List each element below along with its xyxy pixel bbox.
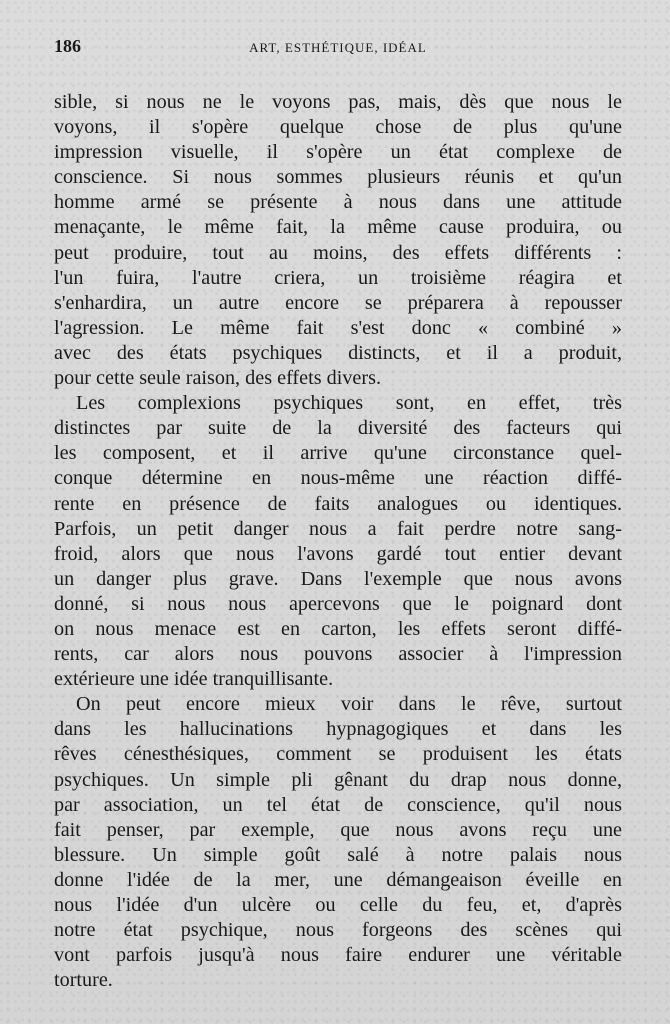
running-title: ART, ESTHÉTIQUE, IDÉAL xyxy=(249,40,427,55)
text-line: donné, si nous nous apercevons que le poignard dont xyxy=(54,592,622,615)
paragraph xyxy=(54,692,622,993)
text-line: fait penser, par exemple, que nous avons reçu une xyxy=(54,818,622,841)
text-line: peut produire, tout au moins, des effets différents : xyxy=(54,241,622,264)
text-line: dans les hallucinations hypnagogiques et dans les xyxy=(54,718,622,741)
text-line: conque détermine en nous-même une réaction diffé- xyxy=(54,467,622,490)
text-line: notre état psychique, nous forgeons des scènes qui xyxy=(54,919,622,942)
text-line: conscience. Si nous sommes plusieurs réunis et qu'un xyxy=(54,166,622,189)
text-line: rêves cénesthésiques, comment se produisent les états xyxy=(54,743,622,766)
text-line: un danger plus grave. Dans l'exemple que nous avons xyxy=(54,567,622,590)
body-text xyxy=(54,90,622,993)
page-header xyxy=(54,36,622,66)
text-line: par association, un tel état de conscience, qu'il nous xyxy=(54,793,622,816)
text-line: Parfois, un petit danger nous a fait perdre notre sang- xyxy=(54,517,622,540)
text-line: nous l'idée d'un ulcère ou celle du feu, et, d'après xyxy=(54,894,622,916)
text-line: froid, alors que nous l'avons gardé tout entier devant xyxy=(54,542,622,565)
text-line: psychiques. Un simple pli gênant du drap nous donne, xyxy=(54,768,622,791)
text-line: donne l'idée de la mer, une démangeaison éveille en xyxy=(54,868,622,891)
text-line: Les complexions psychiques sont, en effet, très xyxy=(76,392,622,415)
text-line: les composent, et il arrive qu'une circonstance quel- xyxy=(54,442,622,465)
text-line: on nous menace est en carton, les effets seront diffé- xyxy=(54,617,622,640)
text-line: l'un fuira, l'autre criera, un troisième réagira et xyxy=(54,266,622,289)
text-line: sible, si nous ne le voyons pas, mais, dès que nous le xyxy=(54,91,622,113)
text-line: pour cette seule raison, des effets divers. xyxy=(54,367,382,390)
text-line: rents, car alors nous pouvons associer à l'impression xyxy=(54,643,622,666)
text-line: impression visuelle, il s'opère un état complexe de xyxy=(54,141,622,164)
text-line: voyons, il s'opère quelque chose de plus qu'une xyxy=(54,116,622,139)
page-number: 186 xyxy=(54,36,81,56)
text-line: torture. xyxy=(54,969,113,992)
text-line: s'enhardira, un autre encore se préparera à repousser xyxy=(54,291,622,314)
text-line: rente en présence de faits analogues ou identiques. xyxy=(54,492,622,515)
text-line: menaçante, le même fait, la même cause produira, ou xyxy=(54,216,622,239)
text-line: homme armé se présente à nous dans une attitude xyxy=(54,191,622,214)
text-line: extérieure une idée tranquillisante. xyxy=(54,668,334,691)
paragraph xyxy=(54,90,622,391)
text-line: blessure. Un simple goût salé à notre palais nous xyxy=(54,843,622,866)
paragraph xyxy=(54,391,622,692)
text-line: vont parfois jusqu'à nous faire endurer une véritable xyxy=(54,944,622,967)
text-line: l'agression. Le même fait s'est donc « combiné » xyxy=(54,316,622,339)
text-line: avec des états psychiques distincts, et il a produit, xyxy=(54,341,622,364)
text-line: distinctes par suite de la diversité des facteurs qui xyxy=(54,417,622,440)
text-line: On peut encore mieux voir dans le rêve, surtout xyxy=(76,693,622,716)
